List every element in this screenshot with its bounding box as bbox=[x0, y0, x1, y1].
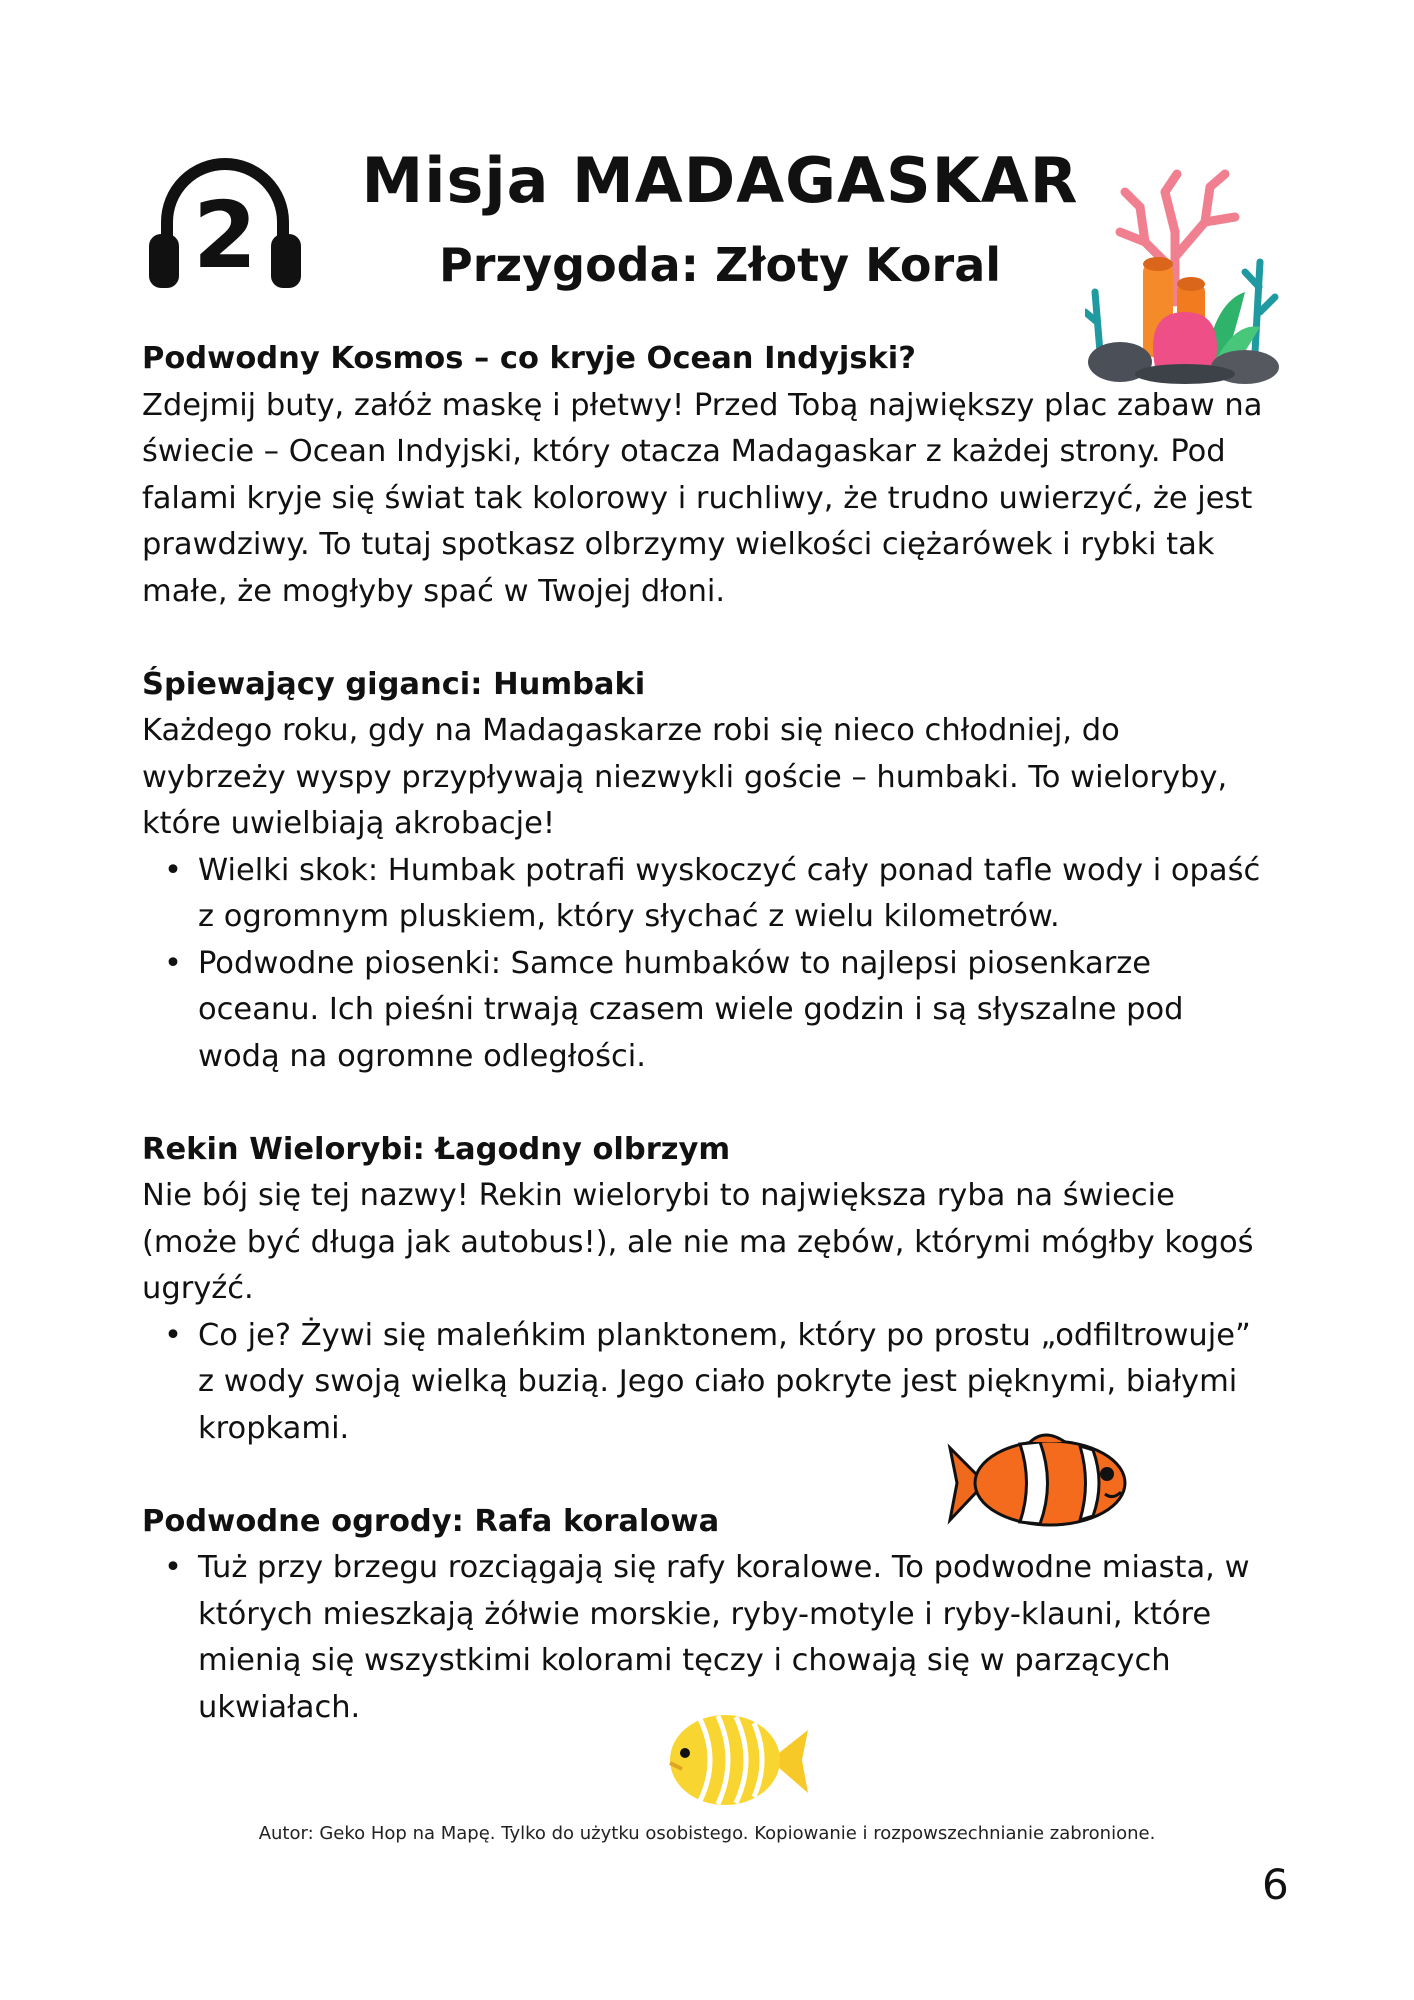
article-body bbox=[142, 336, 1267, 1778]
list-item bbox=[142, 941, 1267, 1081]
section-paragraph: Nie bój się tej nazwy! Rekin wielorybi to największa ryba na świecie (może być długa jak autobus!), ale nie ma zębów, którymi mógłby kogoś ugryźć. bbox=[142, 1178, 1254, 1306]
footer-credit: Autor: Geko Hop na Mapę. Tylko do użytku osobistego. Kopiowanie i rozpowszechnianie zabronione. bbox=[258, 1823, 1156, 1844]
track-number: 2 bbox=[192, 182, 257, 289]
section-humpbacks bbox=[142, 662, 1267, 1081]
page-title: Misja MADAGASKAR bbox=[361, 144, 1079, 217]
bullet-icon: • bbox=[164, 945, 182, 981]
yellow-striped-fish-illustration bbox=[660, 1705, 810, 1815]
section-heading: Podwodne ogrody: Rafa koralowa bbox=[142, 1503, 720, 1539]
section-ocean bbox=[142, 336, 1267, 615]
list-item bbox=[142, 1545, 1267, 1731]
list-item-text: Podwodne piosenki: Samce humbaków to najlepsi piosenkarze oceanu. Ich pieśni trwają czasem wiele godzin i są słyszalne pod wodą na ogromne odległości. bbox=[198, 945, 1184, 1074]
page-subtitle: Przygoda: Złoty Koral bbox=[438, 238, 1002, 292]
section-heading: Rekin Wielorybi: Łagodny olbrzym bbox=[142, 1131, 731, 1167]
section-whale-shark bbox=[142, 1127, 1267, 1453]
list-item-text: Co je? Żywi się maleńkim planktonem, który po prostu „odfiltrowuje” z wody swoją wielką buzią. Jego ciało pokryte jest pięknymi, białymi kropkami. bbox=[198, 1317, 1251, 1446]
section-heading: Śpiewający giganci: Humbaki bbox=[142, 666, 646, 702]
bullet-icon: • bbox=[164, 1550, 182, 1585]
bullet-list bbox=[142, 1545, 1267, 1731]
bullet-list bbox=[142, 848, 1267, 1081]
clownfish-illustration bbox=[945, 1428, 1145, 1538]
headphones-icon bbox=[145, 152, 305, 292]
bullet-icon: • bbox=[164, 1317, 182, 1353]
section-paragraph: Każdego roku, gdy na Madagaskarze robi się nieco chłodniej, do wybrzeży wyspy przypływają niezwykli goście – humbaki. To wieloryby, które uwielbiają akrobacje! bbox=[142, 713, 1228, 841]
section-paragraph: Zdejmij buty, załóż maskę i płetwy! Przed Tobą największy plac zabaw na świecie – Ocean Indyjski, który otacza Madagaskar z każdej strony. Pod falami kryje się świat tak kolorowy i ruchliwy, że trudno uwierzyć, że jest prawdziwy. To tutaj spotkasz olbrzymy wielkości ciężarówek i rybki tak małe, że mogłyby spać w Twojej dłoni. bbox=[142, 387, 1263, 609]
bullet-icon: • bbox=[164, 852, 182, 888]
list-item-text: Tuż przy brzegu rozciągają się rafy koralowe. To podwodne miasta, w których mieszkają żółwie morskie, ryby-motyle i ryby-klauni, które mienią się wszystkimi kolorami tęczy i chowają się w parzących ukwiałach. bbox=[198, 1550, 1250, 1725]
list-item bbox=[142, 848, 1267, 941]
section-heading: Podwodny Kosmos – co kryje Ocean Indyjski? bbox=[142, 341, 916, 376]
list-item-text: Wielki skok: Humbak potrafi wyskoczyć cały ponad tafle wody i opaść z ogromnym pluskiem, który słychać z wielu kilometrów. bbox=[198, 852, 1261, 934]
page-number: 6 bbox=[1262, 1860, 1289, 1909]
